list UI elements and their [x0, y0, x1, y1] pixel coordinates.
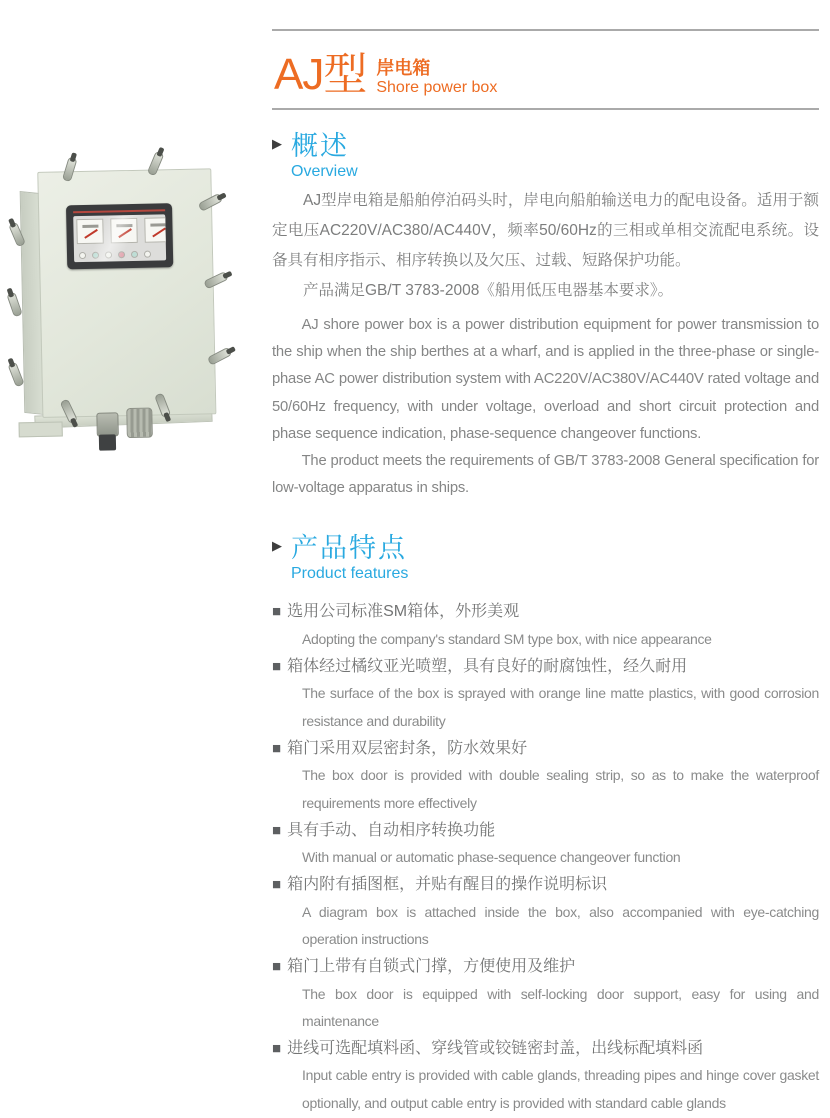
feature-desc-en: A diagram box is attached inside the box, also accompanied with eye-catching operation instructions: [302, 903, 819, 947]
overview-section-header: [272, 130, 819, 182]
feature-title-zh: 箱内附有插图框，并贴有醒目的操作说明标识: [287, 876, 608, 894]
cable-gland: [96, 412, 118, 436]
feature-list: [272, 598, 819, 1117]
bullet-square-icon: ■: [272, 1040, 282, 1058]
feature-item: [272, 817, 819, 872]
feature-item: [272, 598, 819, 653]
feature-item: [272, 1035, 819, 1117]
feature-item: [272, 953, 819, 1035]
feature-desc-en: Adopting the company's standard SM type box, with nice appearance: [302, 630, 712, 647]
feature-title-zh: 具有手动、自动相序转换功能: [287, 821, 496, 839]
bullet-square-icon: ■: [272, 739, 282, 757]
features-heading-zh: 产品特点: [291, 533, 407, 564]
feature-title-row: [272, 598, 819, 625]
cable-gland: [126, 408, 153, 439]
page-title: [272, 41, 819, 100]
feature-title-row: [272, 871, 819, 898]
cable-connector: [99, 434, 116, 450]
feature-item: [272, 735, 819, 817]
features-section-header: [272, 532, 819, 584]
panel-inner: [73, 214, 166, 262]
feature-title-zh: 选用公司标准SM箱体，外形美观: [287, 603, 520, 621]
divider-line: [272, 108, 819, 110]
feature-desc-en: With manual or automatic phase-sequence changeover function: [302, 849, 681, 866]
overview-paragraph-zh: AJ型岸电箱是船舶停泊码头时，岸电向船舶输送电力的配电设备。适用于额定电压AC220V/AC380/AC440V，频率50/60Hz的三相或单相交流配电系统。设备具有相序指示、相序转换以及欠压、过载、短路保护功能。: [272, 192, 819, 269]
feature-desc-en: The box door is provided with double sealing strip, so as to make the waterproof requirements more effectively: [302, 767, 819, 811]
feature-title-row: [272, 735, 819, 762]
product-name: [376, 58, 497, 100]
feature-item: [272, 871, 819, 953]
box-step: [19, 421, 63, 437]
overview-heading-zh: 概述: [291, 131, 349, 161]
feature-desc-en: The box door is equipped with self-locking door support, easy for using and maintenance: [302, 985, 819, 1029]
features-heading: [291, 532, 408, 584]
feature-title-row: [272, 953, 819, 980]
section-marker-icon: ▶: [272, 136, 282, 151]
overview-paragraph-en: The product meets the requirements of GB/T 3783-2008 General specification for low-voltage apparatus in ships.: [272, 453, 819, 497]
divider-line: [272, 29, 819, 31]
latch: [6, 292, 22, 318]
product-name-en: Shore power box: [376, 79, 498, 96]
section-marker-icon: ▶: [272, 538, 282, 554]
bullet-square-icon: ■: [272, 658, 282, 676]
panel-red-strip: [73, 209, 165, 213]
feature-title-row: [272, 817, 819, 844]
feature-title-zh: 箱门上带有自锁式门撑，方便使用及维护: [287, 958, 576, 976]
feature-title-zh: 箱门采用双层密封条，防水效果好: [287, 739, 528, 757]
bullet-square-icon: ■: [272, 603, 282, 621]
product-photo: [3, 159, 261, 442]
bullet-square-icon: ■: [272, 958, 282, 976]
feature-title-row: [272, 653, 819, 680]
glass-reflection: [73, 214, 166, 262]
feature-title-zh: 进线可选配填料函、穿线管或铰链密封盖，出线标配填料函: [287, 1040, 704, 1058]
feature-title-zh: 箱体经过橘纹亚光喷塑，具有良好的耐腐蚀性，经久耐用: [287, 658, 688, 676]
feature-desc-en: Input cable entry is provided with cable glands, threading pipes and hinge cover gasket optionally, and output cable entry is provided with standard cable glands: [302, 1067, 819, 1111]
overview-paragraph-zh: 产品满足GB/T 3783-2008《船用低压电器基本要求》。: [303, 282, 674, 299]
bullet-square-icon: ■: [272, 876, 282, 894]
overview-paragraph-en: AJ shore power box is a power distribution equipment for power transmission to the ship when the ship berthes at a wharf, and is applied in the three-phase or single-phase AC power distribution system with AC220V/AC380V/AC440V rated voltage and 50/60Hz frequency, with under voltage, overload and short circuit protection and phase sequence indication, phase-sequence changeover functions.: [272, 317, 819, 442]
content-column: [272, 0, 819, 1117]
overview-heading: [291, 130, 358, 182]
overview-heading-en: Overview: [291, 163, 358, 180]
latch: [7, 362, 24, 388]
feature-item: [272, 653, 819, 735]
model-name: AJ型: [274, 50, 367, 99]
product-name-zh: 岸电箱: [376, 58, 431, 78]
features-heading-en: Product features: [291, 565, 409, 583]
feature-title-row: [272, 1035, 819, 1062]
bullet-square-icon: ■: [272, 821, 282, 839]
feature-desc-en: The surface of the box is sprayed with orange line matte plastics, with good corrosion resistance and durability: [302, 685, 819, 729]
meter-window: [66, 203, 173, 269]
